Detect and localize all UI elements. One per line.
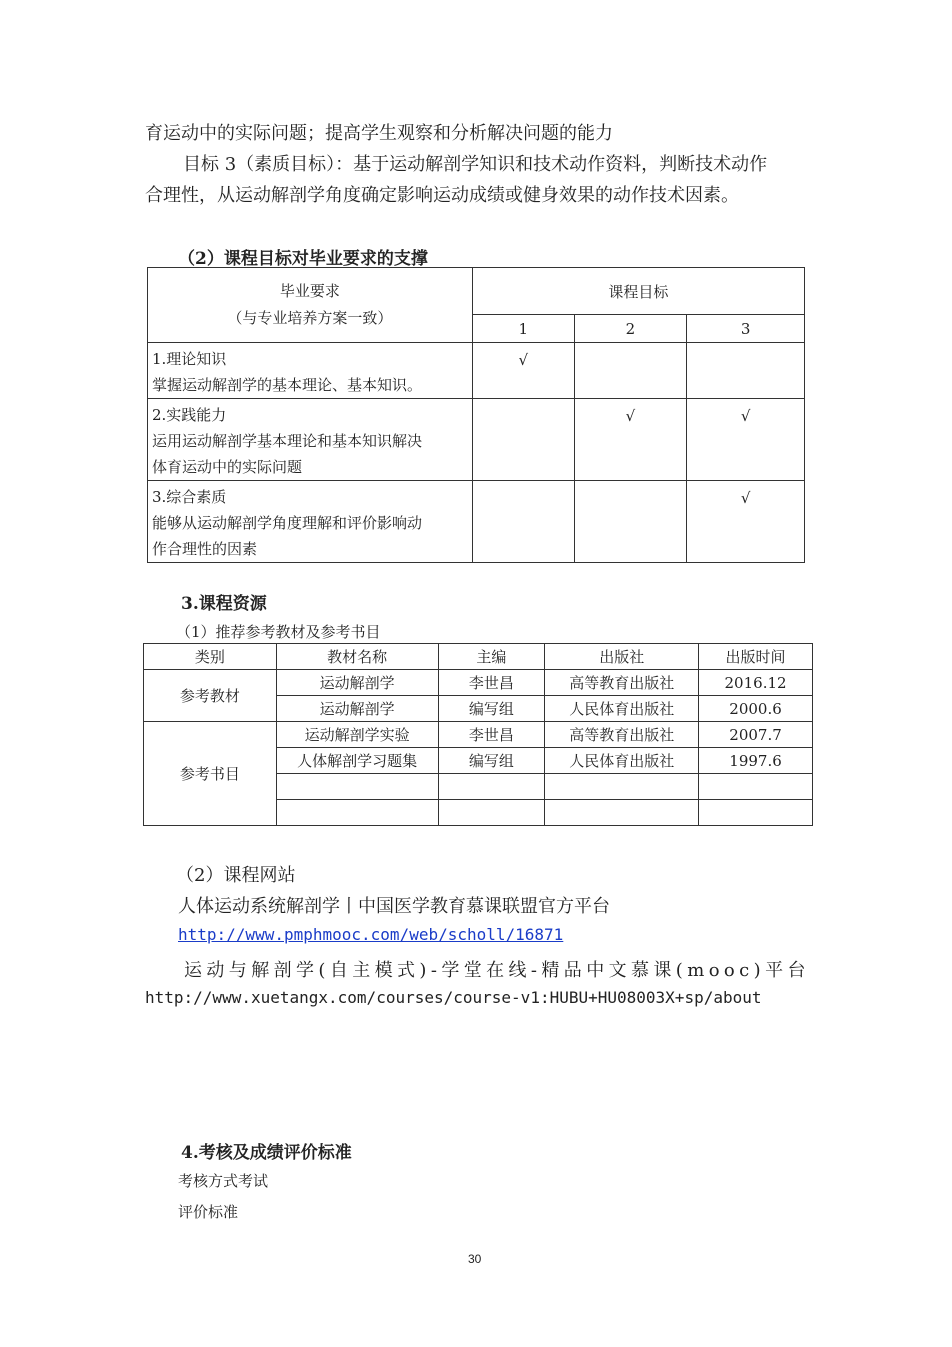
requirement-title: 1.理论知识 [152,350,227,368]
category-textbook: 参考教材 [144,670,277,722]
requirement-cell [148,481,473,563]
intro-line-2: 目标 3（素质目标）：基于运动解剖学知识和技术动作资料，判断技术动作 [183,154,768,175]
table-row [148,481,805,563]
table-row [148,399,805,481]
header-editor: 主编 [438,644,545,670]
book-publisher: 人民体育出版社 [545,696,699,722]
table-header-row [144,644,813,670]
check-mark: √ [472,343,574,399]
page-number: 30 [468,1252,482,1266]
assessment-criteria: 评价标准 [178,1203,239,1221]
check-mark [574,343,687,399]
book-date [699,774,813,800]
table-row [144,670,813,696]
website-2-title: 运动与解剖学(自主模式)-学堂在线-精品中文慕课(mooc)平台 [184,960,810,981]
book-title [276,800,438,826]
website-1-title: 人体运动系统解剖学丨中国医学教育慕课联盟官方平台 [178,896,610,917]
book-publisher [545,800,699,826]
goal-col-3: 3 [687,315,805,343]
check-mark [574,481,687,563]
website-2-url: http://www.xuetangx.com/courses/course-v1:HUBU+HU08003X+sp/about [145,988,762,1007]
book-editor [438,800,545,826]
header-date: 出版时间 [699,644,813,670]
requirement-text: 运用运动解剖学基本理论和基本知识解决 [152,432,423,450]
book-title: 运动解剖学 [276,696,438,722]
book-title: 运动解剖学 [276,670,438,696]
check-mark: √ [687,481,805,563]
textbook-subheading: （1）推荐参考教材及参考书目 [176,623,381,641]
requirement-text: 能够从运动解剖学角度理解和评价影响动 [152,514,423,532]
table-row [144,722,813,748]
textbook-table [143,643,813,826]
book-publisher [545,774,699,800]
req-header-title: 毕业要求 [279,282,340,300]
book-editor: 李世昌 [438,670,545,696]
book-publisher: 高等教育出版社 [545,670,699,696]
check-mark: √ [574,399,687,481]
goal-col-1: 1 [472,315,574,343]
requirement-cell [148,343,473,399]
assessment-method: 考核方式考试 [178,1172,269,1190]
check-mark: √ [687,399,805,481]
websites-subheading: （2）课程网站 [176,865,296,886]
header-category: 类别 [144,644,277,670]
support-table [147,267,805,563]
requirement-text: 掌握运动解剖学的基本理论、基本知识。 [152,376,423,394]
book-editor [438,774,545,800]
book-date: 2016.12 [699,670,813,696]
goal-header: 课程目标 [472,268,804,315]
check-mark [687,343,805,399]
check-mark [472,399,574,481]
requirement-text: 体育运动中的实际问题 [152,458,303,476]
book-editor: 编写组 [438,748,545,774]
table-row [148,343,805,399]
book-publisher: 高等教育出版社 [545,722,699,748]
intro-line-1: 育运动中的实际问题；提高学生观察和分析解决问题的能力 [145,123,613,144]
book-date: 2000.6 [699,696,813,722]
header-publisher: 出版社 [545,644,699,670]
requirement-title: 3.综合素质 [152,488,227,506]
support-heading: （2）课程目标对毕业要求的支撑 [178,249,428,269]
assessment-heading: 4.考核及成绩评价标准 [181,1143,352,1163]
book-title [276,774,438,800]
req-header-cell [148,268,473,343]
book-date: 1997.6 [699,748,813,774]
book-date: 2007.7 [699,722,813,748]
book-editor: 李世昌 [438,722,545,748]
book-publisher: 人民体育出版社 [545,748,699,774]
req-header-note: （与专业培养方案一致） [227,309,393,327]
book-title: 人体解剖学习题集 [276,748,438,774]
requirement-text: 作合理性的因素 [152,540,258,558]
goal-col-2: 2 [574,315,687,343]
check-mark [472,481,574,563]
intro-line-3: 合理性，从运动解剖学角度确定影响运动成绩或健身效果的动作技术因素。 [145,185,739,206]
website-1-link[interactable]: http://www.pmphmooc.com/web/scholl/16871 [178,925,564,944]
requirement-title: 2.实践能力 [152,406,227,424]
book-date [699,800,813,826]
category-books: 参考书目 [144,722,277,826]
book-editor: 编写组 [438,696,545,722]
requirement-cell [148,399,473,481]
resources-heading: 3.课程资源 [181,594,267,614]
book-title: 运动解剖学实验 [276,722,438,748]
header-title: 教材名称 [276,644,438,670]
